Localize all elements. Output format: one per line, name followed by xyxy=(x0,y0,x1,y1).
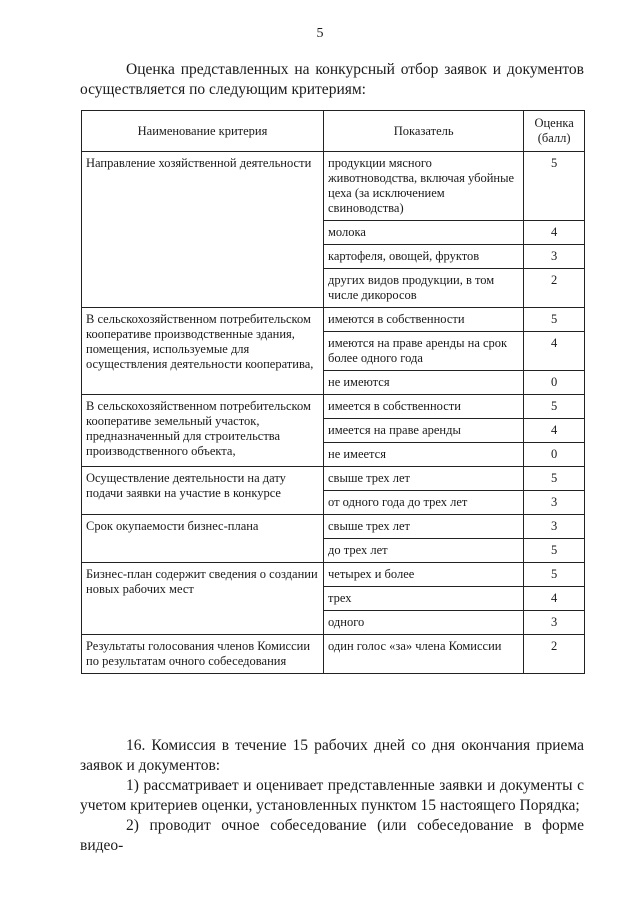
after-text xyxy=(80,736,584,856)
paragraph-16: 16. Комиссия в течение 15 рабочих дней со дня окончания приема заявок и документов: xyxy=(80,737,584,774)
table-row xyxy=(82,152,585,221)
paragraph-16-1: 1) рассматривает и оценивает представленные заявки и документы с учетом критериев оценки, установленных пунктом 15 настоящего Порядка; xyxy=(80,777,584,814)
indicator-cell: не имеется xyxy=(324,443,524,467)
table-row xyxy=(82,467,585,491)
intro-text: Оценка представленных на конкурсный отбор заявок и документов осуществляется по следующим критериям: xyxy=(80,61,584,98)
score-cell: 5 xyxy=(524,563,585,587)
indicator-cell: продукции мясного животноводства, включая убойные цеха (за исключением свиноводства) xyxy=(324,152,524,221)
score-cell: 5 xyxy=(524,539,585,563)
criterion-cell: Направление хозяйственной деятельности xyxy=(82,152,324,308)
score-cell: 5 xyxy=(524,308,585,332)
score-cell: 0 xyxy=(524,443,585,467)
criterion-cell: Результаты голосования членов Комиссии по результатам очного собеседования xyxy=(82,635,324,674)
table-row xyxy=(82,563,585,587)
indicator-cell: одного xyxy=(324,611,524,635)
indicator-cell: картофеля, овощей, фруктов xyxy=(324,245,524,269)
score-cell: 4 xyxy=(524,587,585,611)
criterion-cell: Осуществление деятельности на дату подачи заявки на участие в конкурсе xyxy=(82,467,324,515)
indicator-cell: один голос «за» члена Комиссии xyxy=(324,635,524,674)
header-score-label: Оценка (балл) xyxy=(534,116,574,145)
intro-paragraph xyxy=(80,60,584,100)
criterion-cell: В сельскохозяйственном потребительском кооперативе производственные здания, помещения, используемые для осуществления деятельности кооператива, xyxy=(82,308,324,395)
score-cell: 2 xyxy=(524,635,585,674)
score-cell: 4 xyxy=(524,332,585,371)
score-cell: 4 xyxy=(524,419,585,443)
indicator-cell: трех xyxy=(324,587,524,611)
table-header-row xyxy=(82,111,585,152)
criteria-table xyxy=(81,110,585,674)
indicator-cell: не имеются xyxy=(324,371,524,395)
score-cell: 5 xyxy=(524,467,585,491)
score-cell: 3 xyxy=(524,611,585,635)
header-indicator: Показатель xyxy=(324,111,524,152)
indicator-cell: имеется на праве аренды xyxy=(324,419,524,443)
indicator-cell: других видов продукции, в том числе дикоросов xyxy=(324,269,524,308)
table-row xyxy=(82,635,585,674)
indicator-cell: до трех лет xyxy=(324,539,524,563)
criterion-cell: Бизнес-план содержит сведения о создании новых рабочих мест xyxy=(82,563,324,635)
score-cell: 4 xyxy=(524,221,585,245)
score-cell: 2 xyxy=(524,269,585,308)
score-cell: 0 xyxy=(524,371,585,395)
page-number: 5 xyxy=(316,26,324,41)
indicator-cell: свыше трех лет xyxy=(324,467,524,491)
criterion-cell: В сельскохозяйственном потребительском кооперативе земельный участок, предназначенный для строительства производственного объекта, xyxy=(82,395,324,467)
table-row xyxy=(82,308,585,332)
indicator-cell: имеются в собственности xyxy=(324,308,524,332)
indicator-cell: молока xyxy=(324,221,524,245)
indicator-cell: имеются на праве аренды на срок более одного года xyxy=(324,332,524,371)
score-cell: 5 xyxy=(524,152,585,221)
header-criterion: Наименование критерия xyxy=(82,111,324,152)
criterion-cell: Срок окупаемости бизнес-плана xyxy=(82,515,324,563)
table-row xyxy=(82,515,585,539)
table-row xyxy=(82,395,585,419)
indicator-cell: свыше трех лет xyxy=(324,515,524,539)
indicator-cell: от одного года до трех лет xyxy=(324,491,524,515)
criteria-table-body xyxy=(82,152,585,674)
header-score xyxy=(524,111,585,152)
score-cell: 5 xyxy=(524,395,585,419)
score-cell: 3 xyxy=(524,515,585,539)
score-cell: 3 xyxy=(524,245,585,269)
paragraph-16-2: 2) проводит очное собеседование (или собеседование в форме видео- xyxy=(80,817,584,854)
score-cell: 3 xyxy=(524,491,585,515)
indicator-cell: четырех и более xyxy=(324,563,524,587)
indicator-cell: имеется в собственности xyxy=(324,395,524,419)
